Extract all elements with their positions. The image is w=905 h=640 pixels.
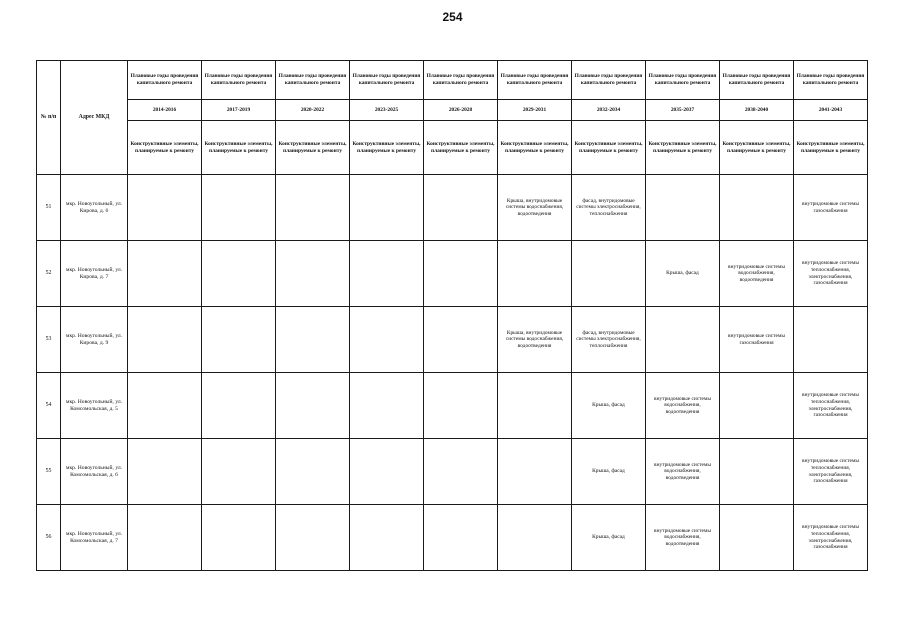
- elements-cell-2041-2043: внутридомовые системы газоснабжения: [794, 175, 868, 241]
- elements-cell-2020-2022: [276, 307, 350, 373]
- period-header-2035-2037: 2035-2037: [646, 100, 720, 121]
- elements-cell-2032-2034: фасад, внутридомовые системы электроснабжения, теплоснабжения: [572, 175, 646, 241]
- row-number: 54: [37, 373, 61, 439]
- elements-cell-2023-2025: [350, 241, 424, 307]
- elements-cell-2014-2016: [128, 175, 202, 241]
- elements-cell-2032-2034: Крыша, фасад: [572, 505, 646, 571]
- elements-cell-2041-2043: внутридомовые системы теплоснабжения, электроснабжения, газоснабжения: [794, 241, 868, 307]
- table-row: [37, 373, 868, 439]
- row-number: 51: [37, 175, 61, 241]
- elements-cell-2014-2016: [128, 505, 202, 571]
- plan-years-header: Плановые годы проведения капитального ремонта: [572, 61, 646, 100]
- elements-cell-2038-2040: внутридомовые системы водоснабжения, водоотведения: [720, 241, 794, 307]
- elements-cell-2026-2028: [424, 373, 498, 439]
- table-header: [37, 61, 868, 175]
- row-number: 52: [37, 241, 61, 307]
- table-body: [37, 175, 868, 571]
- elements-header: Конструктивные элементы, планируемые к ремонту: [128, 121, 202, 175]
- elements-cell-2041-2043: [794, 307, 868, 373]
- address-cell: мкр. Новоугольный, ул. Комсомольская, д. 5: [61, 373, 128, 439]
- row-number: 53: [37, 307, 61, 373]
- period-header-2041-2043: 2041-2043: [794, 100, 868, 121]
- elements-cell-2029-2031: Крыша, внутридомовые системы водоснабжения, водоотведения: [498, 175, 572, 241]
- elements-cell-2020-2022: [276, 439, 350, 505]
- elements-cell-2035-2037: внутридомовые системы водоснабжения, водоотведения: [646, 439, 720, 505]
- elements-cell-2041-2043: внутридомовые системы теплоснабжения, электроснабжения, газоснабжения: [794, 439, 868, 505]
- page-number: 254: [442, 10, 463, 24]
- elements-cell-2020-2022: [276, 175, 350, 241]
- elements-cell-2026-2028: [424, 307, 498, 373]
- plan-years-header: Плановые годы проведения капитального ремонта: [424, 61, 498, 100]
- elements-header: Конструктивные элементы, планируемые к ремонту: [720, 121, 794, 175]
- capital-repair-plan-table: [36, 60, 868, 571]
- plan-years-header: Плановые годы проведения капитального ремонта: [498, 61, 572, 100]
- period-header-2029-2031: 2029-2031: [498, 100, 572, 121]
- address-cell: мкр. Новоугольный, ул. Кирова, д. 6: [61, 175, 128, 241]
- elements-cell-2029-2031: [498, 241, 572, 307]
- period-header-2023-2025: 2023-2025: [350, 100, 424, 121]
- plan-years-header: Плановые годы проведения капитального ремонта: [128, 61, 202, 100]
- elements-header: Конструктивные элементы, планируемые к ремонту: [498, 121, 572, 175]
- period-header-2032-2034: 2032-2034: [572, 100, 646, 121]
- elements-cell-2029-2031: [498, 439, 572, 505]
- address-cell: мкр. Новоугольный, ул. Комсомольская, д. 7: [61, 505, 128, 571]
- elements-cell-2014-2016: [128, 439, 202, 505]
- period-header-2017-2019: 2017-2019: [202, 100, 276, 121]
- elements-cell-2035-2037: внутридомовые системы водоснабжения, водоотведения: [646, 373, 720, 439]
- table-row: [37, 505, 868, 571]
- elements-cell-2020-2022: [276, 505, 350, 571]
- elements-header: Конструктивные элементы, планируемые к ремонту: [276, 121, 350, 175]
- period-header-2014-2016: 2014-2016: [128, 100, 202, 121]
- elements-cell-2041-2043: внутридомовые системы теплоснабжения, электроснабжения, газоснабжения: [794, 373, 868, 439]
- elements-cell-2029-2031: Крыша, внутридомовые системы водоснабжения, водоотведения: [498, 307, 572, 373]
- elements-cell-2026-2028: [424, 175, 498, 241]
- address-cell: мкр. Новоугольный, ул. Кирова, д. 7: [61, 241, 128, 307]
- elements-cell-2026-2028: [424, 241, 498, 307]
- elements-cell-2038-2040: внутридомовые системы газоснабжения: [720, 307, 794, 373]
- elements-cell-2023-2025: [350, 439, 424, 505]
- table-row: [37, 307, 868, 373]
- elements-cell-2038-2040: [720, 373, 794, 439]
- period-header-2020-2022: 2020-2022: [276, 100, 350, 121]
- elements-cell-2017-2019: [202, 175, 276, 241]
- elements-cell-2026-2028: [424, 505, 498, 571]
- elements-header: Конструктивные элементы, планируемые к ремонту: [350, 121, 424, 175]
- elements-header: Конструктивные элементы, планируемые к ремонту: [794, 121, 868, 175]
- address-header: Адрес МКД: [61, 61, 128, 175]
- elements-cell-2017-2019: [202, 307, 276, 373]
- elements-cell-2020-2022: [276, 373, 350, 439]
- elements-cell-2035-2037: [646, 175, 720, 241]
- table-row: [37, 439, 868, 505]
- address-cell: мкр. Новоугольный, ул. Кирова, д. 9: [61, 307, 128, 373]
- elements-cell-2023-2025: [350, 505, 424, 571]
- period-header-2026-2028: 2026-2028: [424, 100, 498, 121]
- address-cell: мкр. Новоугольный, ул. Комсомольская, д. 6: [61, 439, 128, 505]
- elements-cell-2023-2025: [350, 175, 424, 241]
- elements-cell-2038-2040: [720, 439, 794, 505]
- elements-cell-2032-2034: Крыша, фасад: [572, 373, 646, 439]
- elements-cell-2035-2037: [646, 307, 720, 373]
- elements-cell-2029-2031: [498, 373, 572, 439]
- elements-cell-2038-2040: [720, 505, 794, 571]
- plan-label-row: [37, 61, 868, 100]
- elements-cell-2014-2016: [128, 307, 202, 373]
- elements-cell-2017-2019: [202, 373, 276, 439]
- elements-header: Конструктивные элементы, планируемые к ремонту: [646, 121, 720, 175]
- plan-years-header: Плановые годы проведения капитального ремонта: [350, 61, 424, 100]
- elements-cell-2017-2019: [202, 241, 276, 307]
- elements-cell-2032-2034: [572, 241, 646, 307]
- table-row: [37, 175, 868, 241]
- elements-header: Конструктивные элементы, планируемые к ремонту: [424, 121, 498, 175]
- elements-cell-2017-2019: [202, 505, 276, 571]
- elements-cell-2023-2025: [350, 307, 424, 373]
- table-row: [37, 241, 868, 307]
- elements-cell-2035-2037: Крыша, фасад: [646, 241, 720, 307]
- num-header: № п/п: [37, 61, 61, 175]
- elements-cell-2014-2016: [128, 241, 202, 307]
- elements-cell-2014-2016: [128, 373, 202, 439]
- period-header-2038-2040: 2038-2040: [720, 100, 794, 121]
- plan-years-header: Плановые годы проведения капитального ремонта: [720, 61, 794, 100]
- elements-cell-2035-2037: внутридомовые системы водоснабжения, водоотведения: [646, 505, 720, 571]
- plan-years-header: Плановые годы проведения капитального ремонта: [646, 61, 720, 100]
- elements-cell-2029-2031: [498, 505, 572, 571]
- plan-years-header: Плановые годы проведения капитального ремонта: [794, 61, 868, 100]
- elements-cell-2032-2034: Крыша, фасад: [572, 439, 646, 505]
- elements-header: Конструктивные элементы, планируемые к ремонту: [202, 121, 276, 175]
- plan-years-header: Плановые годы проведения капитального ремонта: [276, 61, 350, 100]
- elements-cell-2026-2028: [424, 439, 498, 505]
- row-number: 56: [37, 505, 61, 571]
- elements-cell-2023-2025: [350, 373, 424, 439]
- elements-header: Конструктивные элементы, планируемые к ремонту: [572, 121, 646, 175]
- elements-cell-2041-2043: внутридомовые системы теплоснабжения, электроснабжения, газоснабжения: [794, 505, 868, 571]
- elements-label-row: [37, 121, 868, 175]
- elements-cell-2017-2019: [202, 439, 276, 505]
- elements-cell-2020-2022: [276, 241, 350, 307]
- elements-cell-2032-2034: фасад, внутридомовые системы электроснабжения, теплоснабжения: [572, 307, 646, 373]
- period-row: [37, 100, 868, 121]
- row-number: 55: [37, 439, 61, 505]
- elements-cell-2038-2040: [720, 175, 794, 241]
- plan-years-header: Плановые годы проведения капитального ремонта: [202, 61, 276, 100]
